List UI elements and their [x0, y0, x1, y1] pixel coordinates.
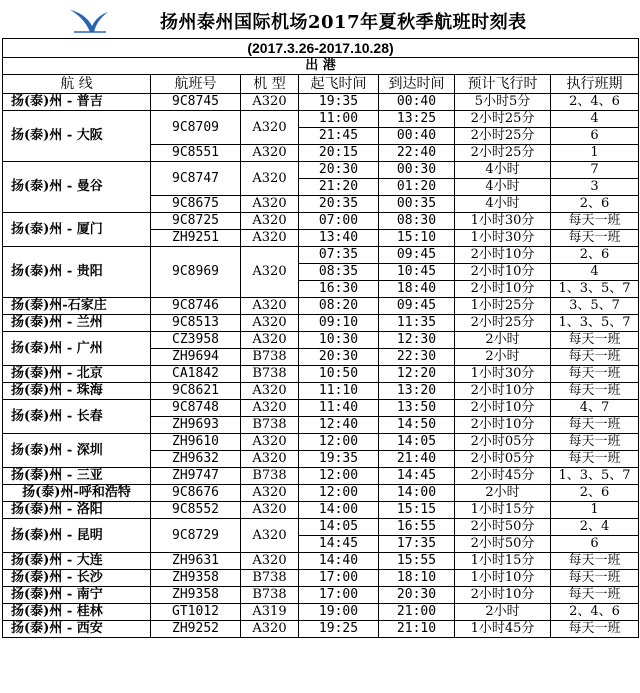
- departure-time-cell: 19:25: [299, 621, 379, 638]
- arrival-time-cell: 18:40: [379, 281, 455, 298]
- departure-time-cell: 09:10: [299, 315, 379, 332]
- column-header: 机 型: [241, 75, 299, 94]
- table-row: [3, 604, 639, 621]
- aircraft-type-cell: B738: [241, 587, 299, 604]
- table-row: [3, 621, 639, 638]
- departure-time-cell: 21:20: [299, 179, 379, 196]
- table-row: [3, 553, 639, 570]
- arrival-time-cell: 00:40: [379, 128, 455, 145]
- flight-duration-cell: 1小时25分: [455, 298, 551, 315]
- arrival-time-cell: 22:40: [379, 145, 455, 162]
- flight-number-cell: ZH9610: [151, 434, 241, 451]
- flight-number-cell: ZH9747: [151, 468, 241, 485]
- departure-time-cell: 17:00: [299, 587, 379, 604]
- flight-number-cell: 9C8969: [151, 247, 241, 298]
- schedule-days-cell: 4: [551, 264, 639, 281]
- flight-duration-cell: 2小时05分: [455, 451, 551, 468]
- flight-duration-cell: 2小时25分: [455, 145, 551, 162]
- flight-duration-cell: 2小时: [455, 332, 551, 349]
- departure-time-cell: 10:50: [299, 366, 379, 383]
- flight-number-cell: GT1012: [151, 604, 241, 621]
- flight-duration-cell: 4小时: [455, 179, 551, 196]
- departure-time-cell: 20:30: [299, 162, 379, 179]
- flight-number-cell: 9C8552: [151, 502, 241, 519]
- page-title: 扬州泰州国际机场2017年夏秋季航班时刻表: [160, 12, 527, 33]
- route-cell: 扬(泰)州 - 洛阳: [3, 502, 151, 519]
- departure-time-cell: 08:20: [299, 298, 379, 315]
- route-cell: 扬(泰)州 - 大阪: [3, 111, 151, 162]
- aircraft-type-cell: A320: [241, 145, 299, 162]
- aircraft-type-cell: A320: [241, 111, 299, 145]
- table-row: [3, 94, 639, 111]
- table-row: [3, 519, 639, 536]
- flight-number-cell: 9C8621: [151, 383, 241, 400]
- aircraft-type-cell: B738: [241, 349, 299, 366]
- aircraft-type-cell: A320: [241, 247, 299, 298]
- route-cell: 扬(泰)州-呼和浩特: [3, 485, 151, 502]
- route-cell: 扬(泰)州 - 三亚: [3, 468, 151, 485]
- flight-duration-cell: 1小时15分: [455, 502, 551, 519]
- arrival-time-cell: 01:20: [379, 179, 455, 196]
- departure-time-cell: 12:00: [299, 468, 379, 485]
- flight-number-cell: 9C8725: [151, 213, 241, 230]
- arrival-time-cell: 15:10: [379, 230, 455, 247]
- flight-number-cell: ZH9631: [151, 553, 241, 570]
- route-cell: 扬(泰)州 - 长沙: [3, 570, 151, 587]
- table-row: [3, 485, 639, 502]
- flight-duration-cell: 4小时: [455, 196, 551, 213]
- flight-duration-cell: 2小时10分: [455, 247, 551, 264]
- departure-time-cell: 20:30: [299, 349, 379, 366]
- aircraft-type-cell: A320: [241, 213, 299, 230]
- column-header: 执行班期: [551, 75, 639, 94]
- aircraft-type-cell: A320: [241, 519, 299, 553]
- table-row: [3, 298, 639, 315]
- column-header: 航 线: [3, 75, 151, 94]
- arrival-time-cell: 11:35: [379, 315, 455, 332]
- schedule-days-cell: 1: [551, 502, 639, 519]
- table-row: [3, 111, 639, 128]
- schedule-days-cell: 1: [551, 145, 639, 162]
- flight-duration-cell: 2小时25分: [455, 128, 551, 145]
- direction-label: 出 港: [3, 58, 639, 75]
- flight-number-cell: 9C8709: [151, 111, 241, 145]
- route-cell: 扬(泰)州 - 北京: [3, 366, 151, 383]
- schedule-days-cell: 2、4、6: [551, 604, 639, 621]
- schedule-days-cell: 7: [551, 162, 639, 179]
- schedule-days-cell: 每天一班: [551, 366, 639, 383]
- flight-duration-cell: 1小时45分: [455, 621, 551, 638]
- schedule-days-cell: 每天一班: [551, 230, 639, 247]
- arrival-time-cell: 08:30: [379, 213, 455, 230]
- flight-duration-cell: 2小时10分: [455, 383, 551, 400]
- arrival-time-cell: 13:50: [379, 400, 455, 417]
- flight-duration-cell: 2小时: [455, 349, 551, 366]
- route-cell: 扬(泰)州 - 深圳: [3, 434, 151, 468]
- route-cell: 扬(泰)州 - 普吉: [3, 94, 151, 111]
- schedule-days-cell: 每天一班: [551, 570, 639, 587]
- departure-time-cell: 14:45: [299, 536, 379, 553]
- flight-duration-cell: 2小时10分: [455, 587, 551, 604]
- flight-duration-cell: 2小时10分: [455, 400, 551, 417]
- table-row: [3, 213, 639, 230]
- table-row: [3, 332, 639, 349]
- schedule-days-cell: 4: [551, 111, 639, 128]
- schedule-days-cell: 3: [551, 179, 639, 196]
- arrival-time-cell: 09:45: [379, 247, 455, 264]
- schedule-days-cell: 2、4: [551, 519, 639, 536]
- arrival-time-cell: 14:05: [379, 434, 455, 451]
- departure-time-cell: 17:00: [299, 570, 379, 587]
- date-range: (2017.3.26-2017.10.28): [3, 39, 639, 58]
- aircraft-type-cell: A320: [241, 553, 299, 570]
- departure-time-cell: 11:40: [299, 400, 379, 417]
- table-row: [3, 162, 639, 179]
- flight-duration-cell: 4小时: [455, 162, 551, 179]
- schedule-days-cell: 2、6: [551, 247, 639, 264]
- schedule-days-cell: 2、6: [551, 196, 639, 213]
- arrival-time-cell: 09:45: [379, 298, 455, 315]
- flight-number-cell: 9C8746: [151, 298, 241, 315]
- departure-time-cell: 11:00: [299, 111, 379, 128]
- flight-number-cell: 9C8745: [151, 94, 241, 111]
- column-header: 航班号: [151, 75, 241, 94]
- table-row: [3, 434, 639, 451]
- schedule-days-cell: 2、6: [551, 485, 639, 502]
- flight-number-cell: 9C8729: [151, 519, 241, 553]
- flight-duration-cell: 2小时05分: [455, 434, 551, 451]
- schedule-days-cell: 每天一班: [551, 587, 639, 604]
- arrival-time-cell: 17:35: [379, 536, 455, 553]
- flight-duration-cell: 2小时: [455, 485, 551, 502]
- aircraft-type-cell: A320: [241, 400, 299, 417]
- arrival-time-cell: 15:55: [379, 553, 455, 570]
- departure-time-cell: 19:35: [299, 94, 379, 111]
- flight-duration-cell: 2小时25分: [455, 315, 551, 332]
- flight-number-cell: 9C8675: [151, 196, 241, 213]
- schedule-days-cell: 每天一班: [551, 621, 639, 638]
- aircraft-type-cell: A320: [241, 315, 299, 332]
- route-cell: 扬(泰)州 - 昆明: [3, 519, 151, 553]
- column-header: 到达时间: [379, 75, 455, 94]
- table-row: [3, 570, 639, 587]
- flight-number-cell: ZH9358: [151, 587, 241, 604]
- column-header: 起飞时间: [299, 75, 379, 94]
- route-cell: 扬(泰)州-石家庄: [3, 298, 151, 315]
- aircraft-type-cell: A320: [241, 383, 299, 400]
- flight-duration-cell: 2小时10分: [455, 417, 551, 434]
- flight-number-cell: 9C8676: [151, 485, 241, 502]
- arrival-time-cell: 10:45: [379, 264, 455, 281]
- aircraft-type-cell: A320: [241, 332, 299, 349]
- arrival-time-cell: 14:45: [379, 468, 455, 485]
- route-cell: 扬(泰)州 - 贵阳: [3, 247, 151, 298]
- arrival-time-cell: 22:30: [379, 349, 455, 366]
- schedule-days-cell: 1、3、5、7: [551, 281, 639, 298]
- schedule-days-cell: 每天一班: [551, 332, 639, 349]
- arrival-time-cell: 16:55: [379, 519, 455, 536]
- flight-number-cell: ZH9251: [151, 230, 241, 247]
- departure-time-cell: 19:00: [299, 604, 379, 621]
- departure-time-cell: 12:00: [299, 485, 379, 502]
- arrival-time-cell: 12:20: [379, 366, 455, 383]
- flight-duration-cell: 1小时30分: [455, 230, 551, 247]
- table-row: [3, 468, 639, 485]
- arrival-time-cell: 21:10: [379, 621, 455, 638]
- aircraft-type-cell: A320: [241, 94, 299, 111]
- route-cell: 扬(泰)州 - 桂林: [3, 604, 151, 621]
- column-header: 预计飞行时: [455, 75, 551, 94]
- schedule-days-cell: 每天一班: [551, 434, 639, 451]
- schedule-days-cell: 每天一班: [551, 451, 639, 468]
- aircraft-type-cell: A320: [241, 434, 299, 451]
- schedule-days-cell: 6: [551, 536, 639, 553]
- departure-time-cell: 07:00: [299, 213, 379, 230]
- schedule-days-cell: 每天一班: [551, 349, 639, 366]
- flight-duration-cell: 2小时25分: [455, 111, 551, 128]
- departure-time-cell: 14:40: [299, 553, 379, 570]
- flight-number-cell: 9C8747: [151, 162, 241, 196]
- aircraft-type-cell: A320: [241, 230, 299, 247]
- flight-number-cell: ZH9693: [151, 417, 241, 434]
- aircraft-type-cell: B738: [241, 468, 299, 485]
- table-row: [3, 502, 639, 519]
- schedule-days-cell: 6: [551, 128, 639, 145]
- arrival-time-cell: 13:20: [379, 383, 455, 400]
- flight-schedule-table: [2, 38, 639, 638]
- column-header-row: [3, 75, 639, 94]
- aircraft-type-cell: A320: [241, 451, 299, 468]
- flight-number-cell: ZH9252: [151, 621, 241, 638]
- departure-time-cell: 12:40: [299, 417, 379, 434]
- arrival-time-cell: 00:40: [379, 94, 455, 111]
- aircraft-type-cell: A320: [241, 485, 299, 502]
- departure-time-cell: 07:35: [299, 247, 379, 264]
- flight-number-cell: ZH9632: [151, 451, 241, 468]
- flight-number-cell: 9C8551: [151, 145, 241, 162]
- table-row: [3, 400, 639, 417]
- arrival-time-cell: 21:00: [379, 604, 455, 621]
- aircraft-type-cell: B738: [241, 570, 299, 587]
- route-cell: 扬(泰)州 - 曼谷: [3, 162, 151, 213]
- route-cell: 扬(泰)州 - 珠海: [3, 383, 151, 400]
- route-cell: 扬(泰)州 - 广州: [3, 332, 151, 366]
- arrival-time-cell: 14:50: [379, 417, 455, 434]
- schedule-days-cell: 每天一班: [551, 383, 639, 400]
- flight-duration-cell: 1小时30分: [455, 366, 551, 383]
- flight-duration-cell: 2小时50分: [455, 519, 551, 536]
- flight-duration-cell: 2小时10分: [455, 281, 551, 298]
- aircraft-type-cell: B738: [241, 417, 299, 434]
- schedule-days-cell: 每天一班: [551, 213, 639, 230]
- table-row: [3, 383, 639, 400]
- flight-number-cell: CA1842: [151, 366, 241, 383]
- arrival-time-cell: 21:40: [379, 451, 455, 468]
- departure-time-cell: 20:35: [299, 196, 379, 213]
- arrival-time-cell: 13:25: [379, 111, 455, 128]
- airport-logo-icon: [66, 6, 110, 36]
- departure-time-cell: 11:10: [299, 383, 379, 400]
- schedule-days-cell: 4、7: [551, 400, 639, 417]
- flight-number-cell: 9C8748: [151, 400, 241, 417]
- aircraft-type-cell: B738: [241, 366, 299, 383]
- departure-time-cell: 16:30: [299, 281, 379, 298]
- aircraft-type-cell: A320: [241, 298, 299, 315]
- flight-duration-cell: 2小时: [455, 604, 551, 621]
- arrival-time-cell: 15:15: [379, 502, 455, 519]
- departure-time-cell: 10:30: [299, 332, 379, 349]
- flight-duration-cell: 1小时10分: [455, 570, 551, 587]
- departure-time-cell: 14:05: [299, 519, 379, 536]
- flight-number-cell: ZH9358: [151, 570, 241, 587]
- page-header: [0, 0, 640, 38]
- schedule-days-cell: 每天一班: [551, 553, 639, 570]
- arrival-time-cell: 12:30: [379, 332, 455, 349]
- departure-time-cell: 19:35: [299, 451, 379, 468]
- route-cell: 扬(泰)州 - 西安: [3, 621, 151, 638]
- flight-duration-cell: 2小时50分: [455, 536, 551, 553]
- schedule-days-cell: 1、3、5、7: [551, 468, 639, 485]
- schedule-days-cell: 3、5、7: [551, 298, 639, 315]
- flight-duration-cell: 1小时15分: [455, 553, 551, 570]
- aircraft-type-cell: A320: [241, 502, 299, 519]
- flight-duration-cell: 2小时10分: [455, 264, 551, 281]
- route-cell: 扬(泰)州 - 厦门: [3, 213, 151, 247]
- flight-duration-cell: 1小时30分: [455, 213, 551, 230]
- route-cell: 扬(泰)州 - 大连: [3, 553, 151, 570]
- arrival-time-cell: 14:00: [379, 485, 455, 502]
- table-row: [3, 315, 639, 332]
- flight-number-cell: CZ3958: [151, 332, 241, 349]
- departure-time-cell: 14:00: [299, 502, 379, 519]
- aircraft-type-cell: A319: [241, 604, 299, 621]
- arrival-time-cell: 20:30: [379, 587, 455, 604]
- flight-number-cell: 9C8513: [151, 315, 241, 332]
- flight-number-cell: ZH9694: [151, 349, 241, 366]
- arrival-time-cell: 00:35: [379, 196, 455, 213]
- route-cell: 扬(泰)州 - 兰州: [3, 315, 151, 332]
- schedule-days-cell: 2、4、6: [551, 94, 639, 111]
- departure-time-cell: 21:45: [299, 128, 379, 145]
- flight-duration-cell: 5小时5分: [455, 94, 551, 111]
- departure-time-cell: 20:15: [299, 145, 379, 162]
- route-cell: 扬(泰)州 - 南宁: [3, 587, 151, 604]
- table-row: [3, 247, 639, 264]
- table-row: [3, 366, 639, 383]
- aircraft-type-cell: A320: [241, 162, 299, 196]
- arrival-time-cell: 00:30: [379, 162, 455, 179]
- aircraft-type-cell: A320: [241, 621, 299, 638]
- schedule-days-cell: 每天一班: [551, 417, 639, 434]
- flight-duration-cell: 2小时45分: [455, 468, 551, 485]
- departure-time-cell: 13:40: [299, 230, 379, 247]
- departure-time-cell: 12:00: [299, 434, 379, 451]
- table-row: [3, 587, 639, 604]
- aircraft-type-cell: A320: [241, 196, 299, 213]
- schedule-days-cell: 1、3、5、7: [551, 315, 639, 332]
- route-cell: 扬(泰)州 - 长春: [3, 400, 151, 434]
- arrival-time-cell: 18:10: [379, 570, 455, 587]
- departure-time-cell: 08:35: [299, 264, 379, 281]
